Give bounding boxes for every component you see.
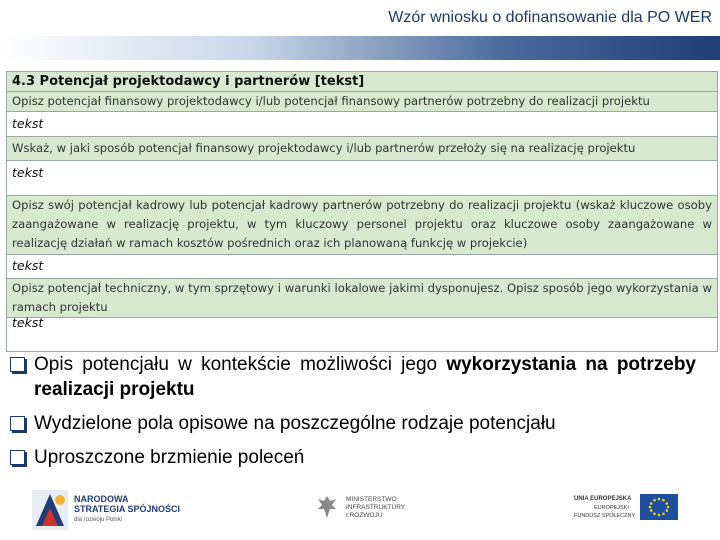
nss-logo: [32, 490, 181, 535]
nss-line1: NARODOWA: [74, 494, 129, 504]
form-prompt-financial: Opisz potencjał finansowy projektodawcy i/lub potencjał finansowy partnerów potrzebny do realizacji projektu: [7, 92, 717, 112]
form-answer-field: tekst: [7, 161, 717, 196]
form-section-heading: [7, 72, 717, 92]
form-prompt-financial-use: Wskaż, w jaki sposób potencjał finansowy projektodawcy i/lub partnerów przełoży się na realizację projektu: [7, 137, 717, 161]
eu-line2: EUROPEJSKI: [594, 505, 629, 511]
nss-tagline: dla rozwoju Polski: [74, 517, 123, 523]
eu-line1: UNIA EUROPEJSKA: [574, 496, 632, 502]
application-form-excerpt: [6, 71, 718, 319]
slide-title: Wzór wniosku o dofinansowanie dla PO WER: [388, 9, 712, 26]
bullet-text-bold: wykorzystania na potrzeby realizacji projektu: [34, 354, 697, 400]
ministry-line3: I ROZWOJU: [346, 512, 383, 519]
form-section-heading-text: 4.3 Potencjał projektodawcy i partnerów [tekst]: [12, 74, 365, 89]
checkbox-bullet-icon: [10, 450, 25, 465]
nss-line2: STRATEGIA SPÓJNOŚCI: [74, 504, 181, 514]
form-prompt-staff: Opisz swój potencjał kadrowy lub potencjał kadrowy partnerów potrzebny do realizacji projektu (wskaż kluczowe osoby zaangażowane w realizację projektu, w tym kluczowy personel projektu oraz kluczowe osoby zaangażowane w realizację działań w ramach kosztów pośrednich oraz ich planowaną funkcję w projekcie): [7, 196, 717, 255]
eagle-emblem-icon: [316, 494, 338, 520]
eu-line3: FUNDUSZ SPOŁECZNY: [574, 513, 636, 519]
form-answer-field: tekst: [7, 112, 717, 137]
form-answer-field: [6, 315, 718, 352]
checkbox-bullet-icon: [10, 357, 25, 372]
form-prompt-technical: Opisz potencjał techniczny, w tym sprzętowy i warunki lokalowe jakimi dysponujesz. Opisz sposób jego wykorzystania w ramach projektu: [7, 279, 717, 318]
ministry-line1: MINISTERSTWO: [346, 496, 397, 503]
slide-header: [388, 8, 712, 28]
subtitle-bar-gradient: [0, 36, 720, 60]
checkbox-bullet-icon: [10, 416, 25, 431]
bullet-list: [8, 352, 696, 479]
bullet-item: [8, 445, 696, 470]
bullet-text: Wydzielone pola opisowe na poszczególne rodzaje potencjału: [34, 413, 556, 434]
ministry-line2: INFRASTRUKTURY: [346, 504, 406, 511]
bullet-text: Opis potencjału w kontekście możliwości jego: [34, 354, 447, 375]
bullet-text: Uproszczone brzmienie poleceń: [34, 447, 305, 468]
bullet-item: [8, 411, 696, 436]
ministry-logo: [316, 494, 406, 525]
bullet-item: [8, 352, 696, 402]
eu-flag-icon: [640, 494, 678, 520]
form-answer-field: tekst: [7, 255, 717, 279]
footer-logos: [0, 484, 720, 540]
form-answer-text: tekst: [12, 315, 44, 330]
nss-mark-icon: [32, 490, 68, 530]
